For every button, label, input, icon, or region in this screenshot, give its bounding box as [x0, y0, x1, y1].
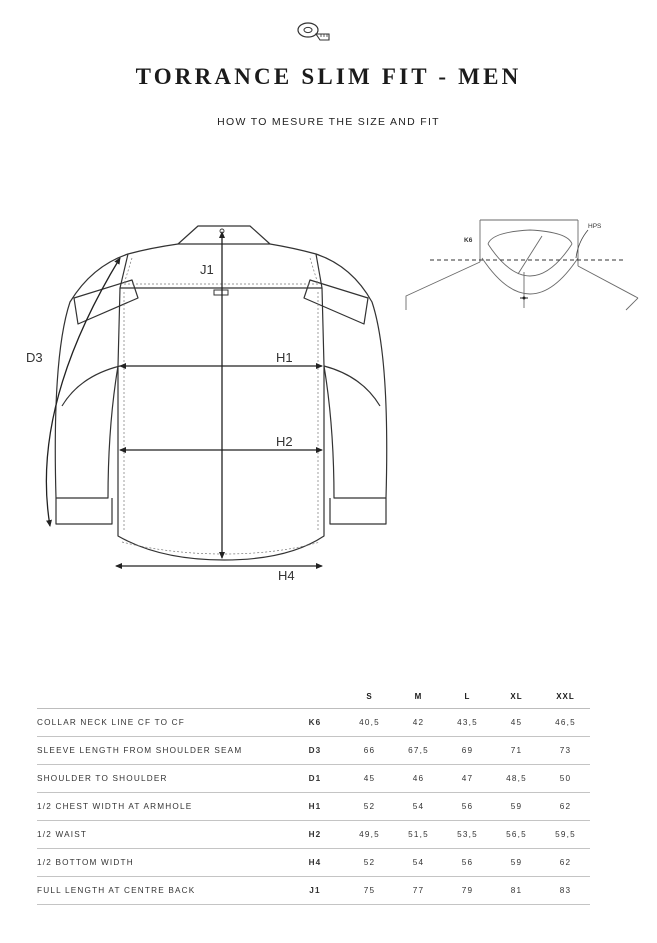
size-value: 79 [443, 877, 492, 905]
page-title: TORRANCE SLIM FIT - MEN [135, 64, 522, 89]
measuring-tape-icon [296, 20, 334, 42]
measurement-code: J1 [285, 877, 345, 905]
label-j1: J1 [200, 262, 214, 277]
table-row [37, 765, 590, 793]
measurement-code: H4 [285, 849, 345, 877]
measurement-name: FULL LENGTH AT CENTRE BACK [37, 877, 285, 905]
size-value: 71 [492, 737, 541, 765]
size-value: 56 [443, 849, 492, 877]
measurement-code: D1 [285, 765, 345, 793]
size-value: 43,5 [443, 709, 492, 737]
size-header: M [394, 684, 443, 709]
label-k6: K6 [464, 237, 473, 244]
table-row [37, 877, 590, 905]
measurement-name: SLEEVE LENGTH FROM SHOULDER SEAM [37, 737, 285, 765]
size-header: XL [492, 684, 541, 709]
size-header-row [37, 684, 590, 709]
size-header: S [345, 684, 394, 709]
page-subtitle: HOW TO MESURE THE SIZE AND FIT [217, 116, 440, 128]
size-value: 62 [541, 793, 590, 821]
size-value: 59 [492, 793, 541, 821]
size-value: 50 [541, 765, 590, 793]
size-value: 52 [345, 849, 394, 877]
size-value: 45 [492, 709, 541, 737]
size-value: 75 [345, 877, 394, 905]
measurement-name: 1/2 BOTTOM WIDTH [37, 849, 285, 877]
collar-measurement-diagram [402, 212, 642, 320]
size-value: 47 [443, 765, 492, 793]
size-header: L [443, 684, 492, 709]
size-value: 62 [541, 849, 590, 877]
size-value: 51,5 [394, 821, 443, 849]
size-value: 66 [345, 737, 394, 765]
size-value: 59 [492, 849, 541, 877]
size-value: 45 [345, 765, 394, 793]
table-row [37, 737, 590, 765]
table-row [37, 709, 590, 737]
size-header: XXL [541, 684, 590, 709]
size-value: 40,5 [345, 709, 394, 737]
size-value: 46 [394, 765, 443, 793]
size-value: 59,5 [541, 821, 590, 849]
table-row [37, 849, 590, 877]
measurement-name: 1/2 CHEST WIDTH AT ARMHOLE [37, 793, 285, 821]
size-chart-table [37, 684, 590, 905]
table-row [37, 821, 590, 849]
measurement-name: 1/2 WAIST [37, 821, 285, 849]
size-value: 83 [541, 877, 590, 905]
label-h1: H1 [276, 350, 293, 365]
size-value: 52 [345, 793, 394, 821]
header-measurement-name [37, 684, 285, 709]
size-value: 46,5 [541, 709, 590, 737]
size-value: 42 [394, 709, 443, 737]
label-d3: D3 [26, 350, 43, 365]
header-code [285, 684, 345, 709]
size-value: 54 [394, 793, 443, 821]
measurement-code: H2 [285, 821, 345, 849]
size-value: 53,5 [443, 821, 492, 849]
label-h2: H2 [276, 434, 293, 449]
size-value: 56,5 [492, 821, 541, 849]
label-hps: HPS [588, 223, 602, 230]
shirt-measurement-diagram [20, 206, 410, 586]
measurement-code: D3 [285, 737, 345, 765]
size-value: 77 [394, 877, 443, 905]
label-h4: H4 [278, 568, 295, 583]
size-value: 69 [443, 737, 492, 765]
size-value: 49,5 [345, 821, 394, 849]
size-value: 81 [492, 877, 541, 905]
measurement-code: H1 [285, 793, 345, 821]
table-row [37, 793, 590, 821]
size-value: 56 [443, 793, 492, 821]
size-value: 54 [394, 849, 443, 877]
size-value: 73 [541, 737, 590, 765]
size-value: 67,5 [394, 737, 443, 765]
measurement-name: COLLAR NECK LINE CF TO CF [37, 709, 285, 737]
measurement-code: K6 [285, 709, 345, 737]
measurement-name: SHOULDER TO SHOULDER [37, 765, 285, 793]
size-value: 48,5 [492, 765, 541, 793]
